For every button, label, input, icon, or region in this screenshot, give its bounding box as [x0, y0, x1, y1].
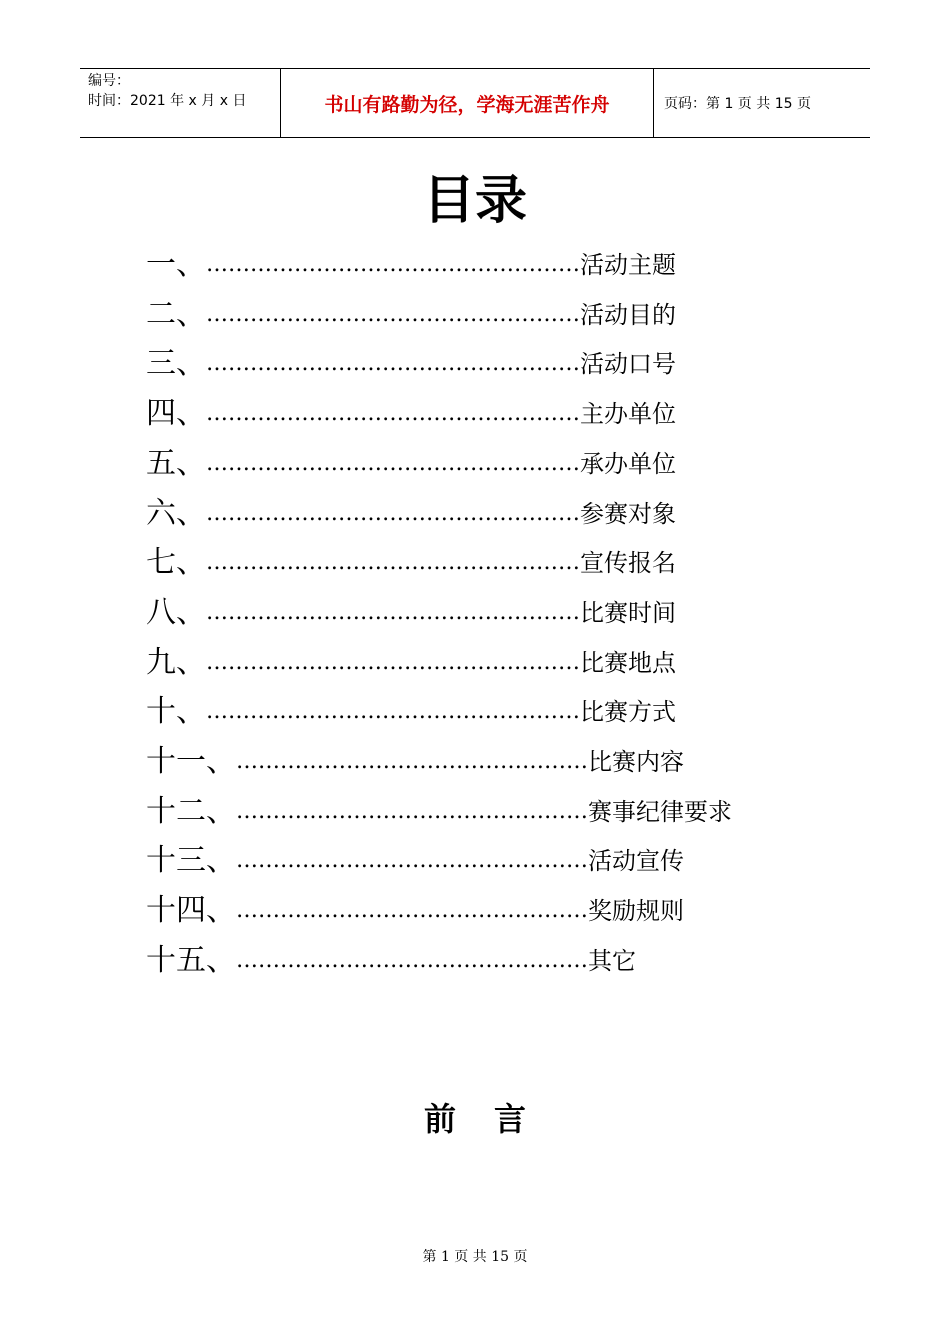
- toc-item-number: 十五、: [146, 942, 236, 978]
- toc-item: [146, 588, 676, 638]
- toc-item-leader: ……………………………………………: [206, 351, 580, 377]
- toc-item-number: 一、: [146, 247, 206, 282]
- page-footer: 第 1 页 共 15 页: [422, 1249, 528, 1265]
- toc-item-label: 宣传报名: [580, 549, 676, 578]
- toc-item-leader: …………………………………………: [236, 798, 588, 824]
- toc-item-label: 主办单位: [580, 400, 676, 429]
- toc-item-leader: ……………………………………………: [206, 401, 580, 427]
- toc-item-number: 十一、: [146, 744, 236, 779]
- page-header: [80, 68, 870, 138]
- toc-item-number: 九、: [146, 644, 206, 680]
- toc-item-number: 三、: [146, 346, 206, 382]
- toc-item-label: 比赛方式: [580, 698, 676, 727]
- toc-item-leader: …………………………………………: [236, 947, 588, 973]
- toc-item: [146, 936, 636, 986]
- toc-item-leader: ……………………………………………: [206, 699, 580, 725]
- toc-item-label: 参赛对象: [580, 499, 676, 528]
- toc-item: [146, 339, 676, 389]
- toc-item: [146, 489, 676, 539]
- toc-item-number: 十二、: [146, 793, 236, 829]
- header-motto: 书山有路勤为径，学海无涯苦作舟: [281, 69, 654, 137]
- header-page-info: 页码：第 1 页 共 15 页: [664, 96, 811, 112]
- toc-item: [146, 787, 732, 837]
- toc-item-number: 十、: [146, 694, 206, 730]
- toc-item: [146, 538, 676, 588]
- toc-item: [146, 290, 676, 340]
- header-meta: [80, 69, 281, 137]
- toc-item-label: 比赛内容: [588, 748, 684, 776]
- toc-item-leader: …………………………………………: [236, 848, 588, 874]
- toc-item: [146, 638, 676, 688]
- toc-item-number: 六、: [146, 495, 206, 531]
- toc-item-leader: ……………………………………………: [206, 500, 580, 526]
- toc-item: [146, 737, 684, 787]
- toc-item-leader: ……………………………………………: [206, 649, 580, 675]
- toc-item-number: 八、: [146, 594, 206, 630]
- toc-item: [146, 836, 684, 886]
- toc-item-number: 五、: [146, 445, 206, 481]
- toc-item: [146, 240, 676, 290]
- number-label: 编号：: [88, 73, 130, 89]
- toc-item-label: 活动主题: [580, 251, 676, 279]
- toc-item: [146, 886, 684, 936]
- toc-item-leader: …………………………………………: [236, 898, 588, 924]
- toc-item-leader: ……………………………………………: [206, 301, 580, 327]
- toc-item-label: 其它: [588, 946, 636, 975]
- time-label: 时间：2021 年 x 月 x 日: [88, 93, 247, 109]
- toc-item: [146, 389, 676, 439]
- toc-item: [146, 439, 676, 489]
- toc-item-number: 二、: [146, 296, 206, 332]
- toc-item-number: 四、: [146, 396, 206, 432]
- toc-item-label: 比赛时间: [580, 598, 676, 627]
- toc-item-number: 十三、: [146, 843, 236, 879]
- toc-title: 目录: [422, 171, 527, 231]
- toc-item-leader: ……………………………………………: [206, 450, 580, 476]
- toc-item-leader: ……………………………………………: [206, 252, 580, 277]
- toc-item-leader: …………………………………………: [236, 749, 588, 774]
- toc-item-leader: ……………………………………………: [206, 550, 580, 576]
- toc-item-label: 活动目的: [580, 300, 676, 329]
- toc-item-leader: ……………………………………………: [206, 599, 580, 625]
- toc-item-label: 赛事纪律要求: [588, 797, 732, 826]
- preface-heading: 前言: [423, 1100, 564, 1138]
- toc-item-label: 活动宣传: [588, 847, 684, 876]
- toc-item: [146, 687, 676, 737]
- toc-item-label: 活动口号: [580, 350, 676, 379]
- toc-item-number: 七、: [146, 545, 206, 581]
- toc-item-number: 十四、: [146, 893, 236, 929]
- toc-item-label: 奖励规则: [588, 897, 684, 926]
- toc-item-label: 承办单位: [580, 449, 676, 478]
- toc-item-label: 比赛地点: [580, 648, 676, 677]
